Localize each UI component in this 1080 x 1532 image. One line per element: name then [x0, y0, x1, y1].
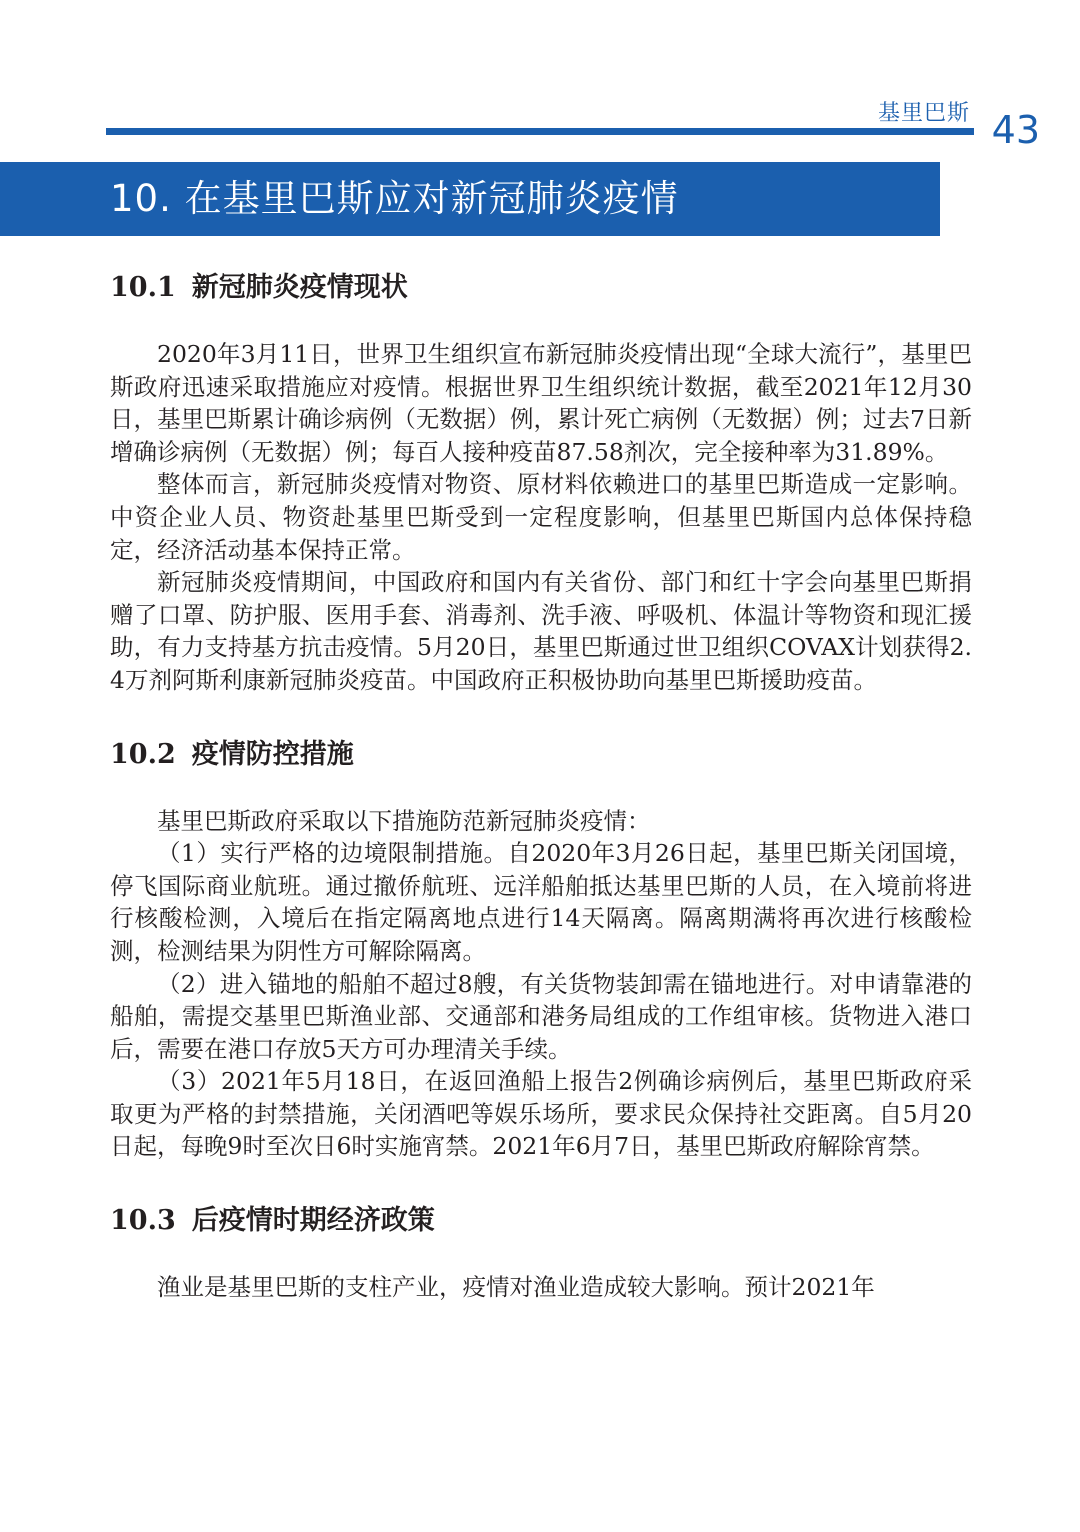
paragraph: （1）实行严格的边境限制措施。自2020年3月26日起，基里巴斯关闭国境，停飞国际商业航班。通过撤侨航班、远洋船舶抵达基里巴斯的人员，在入境前将进行核酸检测，入境后在指定隔离地点进行14天隔离。隔离期满将再次进行核酸检测，检测结果为阴性方可解除隔离。: [110, 839, 972, 965]
section-title: 后疫情时期经济政策: [191, 1205, 435, 1237]
paragraph: 新冠肺炎疫情期间，中国政府和国内有关省份、部门和红十字会向基里巴斯捐赠了口罩、防护服、医用手套、消毒剂、洗手液、呼吸机、体温计等物资和现汇援助，有力支持基方抗击疫情。5月20日，基里巴斯通过世卫组织COVAX计划获得2.4万剂阿斯利康新冠肺炎疫苗。中国政府正积极协助向基里巴斯援助疫苗。: [110, 568, 972, 694]
section-title: 新冠肺炎疫情现状: [191, 272, 408, 303]
paragraph: 渔业是基里巴斯的支柱产业，疫情对渔业造成较大影响。预计2021年: [157, 1273, 875, 1302]
page-content: [110, 266, 972, 1304]
section-title: 疫情防控措施: [191, 738, 354, 770]
chapter-banner: [0, 162, 940, 236]
chapter-title: 10. 在基里巴斯应对新冠肺炎疫情: [110, 177, 679, 220]
section-number: 10.1: [110, 272, 176, 303]
section-number: 10.2: [110, 738, 176, 770]
running-header-country: 基里巴斯: [877, 101, 970, 126]
section-number: 10.3: [110, 1205, 176, 1237]
paragraph: （3）2021年5月18日，在返回渔船上报告2例确诊病例后，基里巴斯政府采取更为严格的封禁措施，关闭酒吧等娱乐场所，要求民众保持社交距离。自5月20日起，每晚9时至次日6时实施宵禁。2021年6月7日，基里巴斯政府解除宵禁。: [110, 1067, 972, 1161]
section-heading-10-3: [110, 1199, 972, 1243]
section-heading-10-1: [110, 266, 972, 310]
paragraph: （2）进入锚地的船舶不超过8艘，有关货物装卸需在锚地进行。对申请靠港的船舶，需提交基里巴斯渔业部、交通部和港务局组成的工作组审核。货物进入港口后，需要在港口存放5天方可办理清关手续。: [110, 969, 972, 1063]
paragraph: 整体而言，新冠肺炎疫情对物资、原材料依赖进口的基里巴斯造成一定影响。中资企业人员、物资赴基里巴斯受到一定程度影响，但基里巴斯国内总体保持稳定，经济活动基本保持正常。: [110, 470, 972, 564]
paragraph: 2020年3月11日，世界卫生组织宣布新冠肺炎疫情出现“全球大流行”，基里巴斯政府迅速采取措施应对疫情。根据世界卫生组织统计数据，截至2021年12月30日，基里巴斯累计确诊病例（无数据）例，累计死亡病例（无数据）例；过去7日新增确诊病例（无数据）例；每百人接种疫苗87.58剂次，完全接种率为31.89%。: [110, 340, 972, 466]
paragraph: 基里巴斯政府采取以下措施防范新冠肺炎疫情：: [157, 806, 651, 835]
page-number: 43: [991, 108, 1040, 152]
section-heading-10-2: [110, 733, 972, 777]
header-rule: [106, 128, 974, 135]
